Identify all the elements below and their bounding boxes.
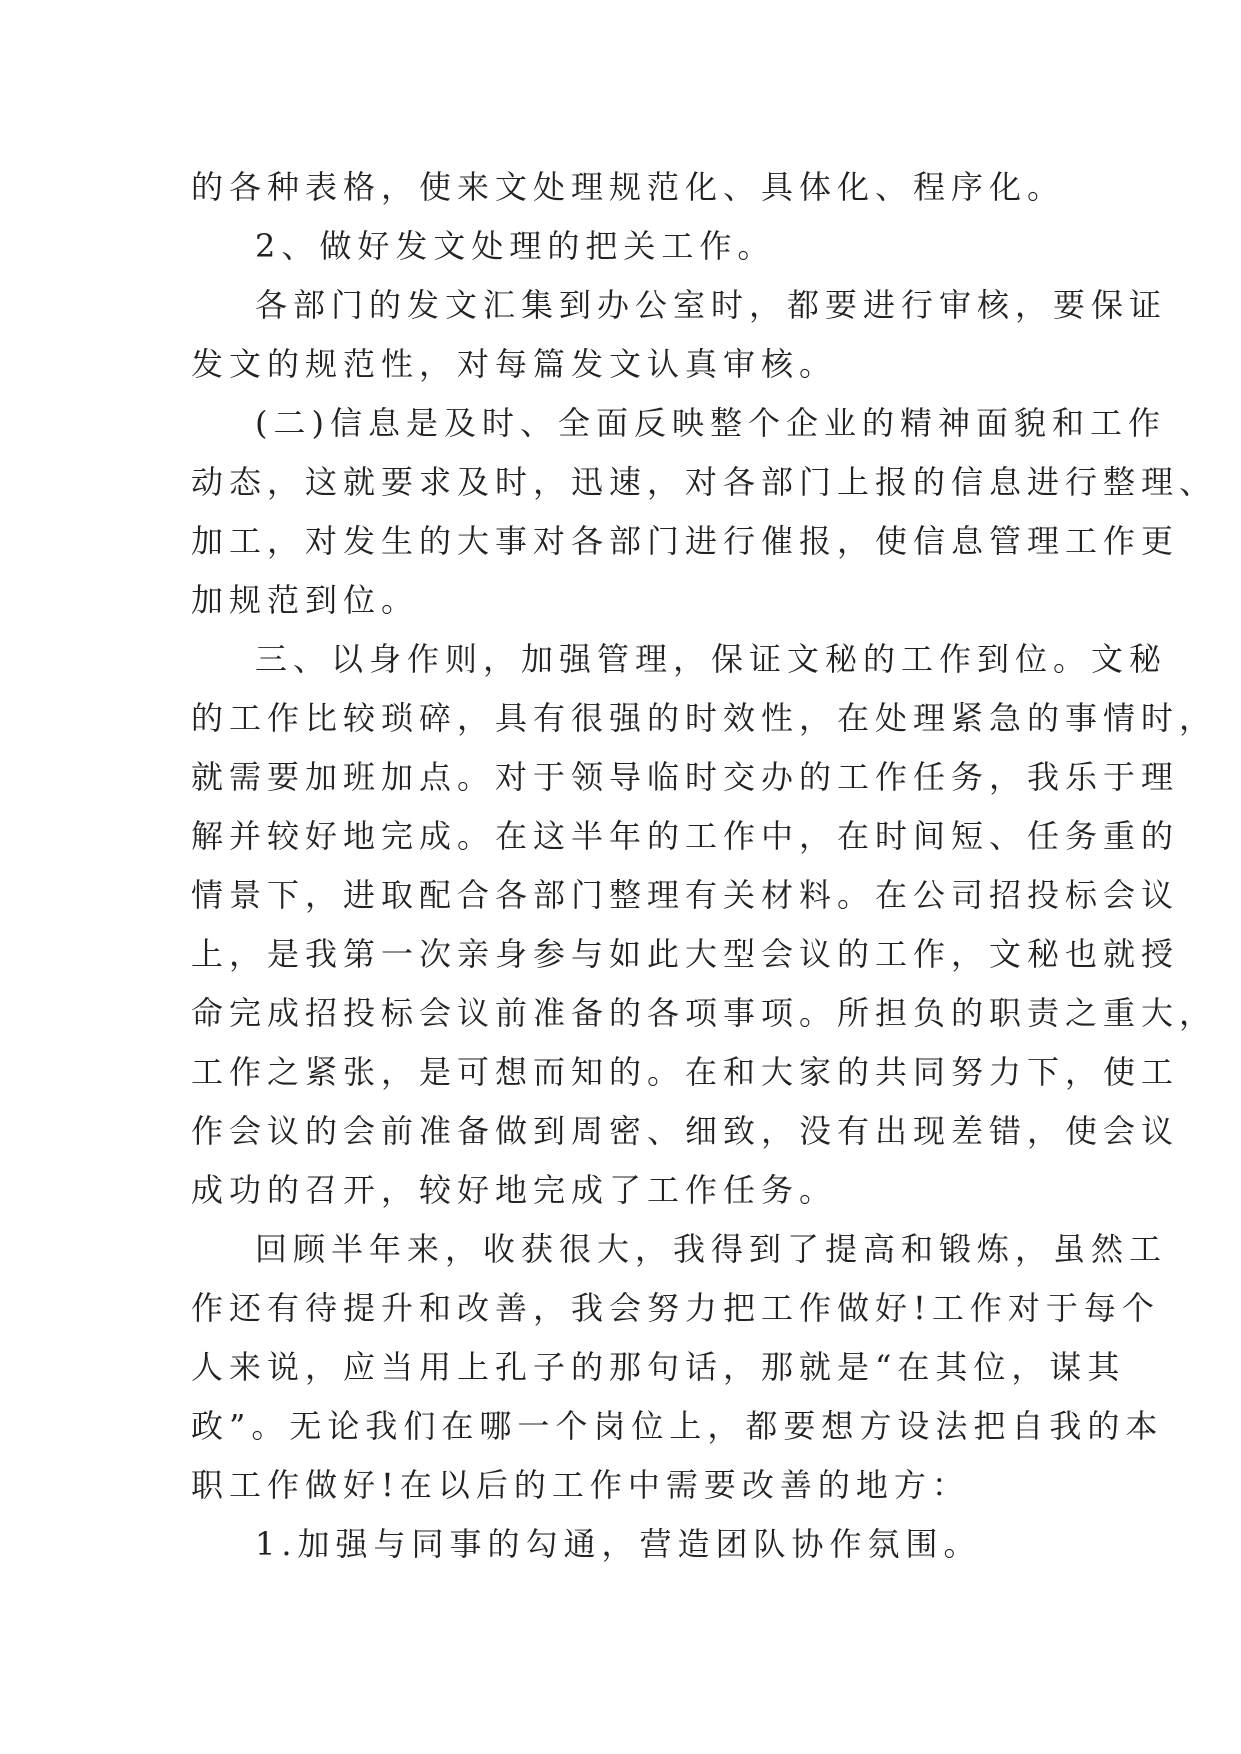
text-line: 政”。无论我们在哪一个岗位上，都要想方设法把自我的本 — [191, 1407, 1164, 1445]
text-line: 成功的召开，较好地完成了工作任务。 — [191, 1171, 838, 1209]
text-line: 回顾半年来，收获很大，我得到了提高和锻炼，虽然工 — [255, 1230, 1168, 1268]
paragraph-6 — [191, 1220, 1168, 1515]
text-line: 情景下，进取配合各部门整理有关材料。在公司招投标会议 — [191, 876, 1180, 914]
text-line: 各部门的发文汇集到办公室时，都要进行审核，要保证 — [255, 286, 1168, 324]
text-line: (二)信息是及时、全面反映整个企业的精神面貌和工作 — [255, 404, 1166, 442]
paragraph-4 — [191, 394, 1218, 630]
text-line: 命完成招投标会议前准备的各项事项。所担负的职责之重大， — [191, 994, 1218, 1032]
text-line: 2、做好发文处理的把关工作。 — [255, 227, 776, 265]
text-line: 加工，对发生的大事对各部门进行催报，使信息管理工作更 — [191, 522, 1180, 560]
text-line: 解并较好地完成。在这半年的工作中，在时间短、任务重的 — [191, 817, 1180, 855]
text-line: 的工作比较琐碎，具有很强的时效性，在处理紧急的事情时， — [191, 699, 1218, 737]
text-line: 作还有待提升和改善，我会努力把工作做好!工作对于每个 — [191, 1289, 1160, 1327]
paragraph-3 — [191, 276, 1168, 394]
paragraph-7 — [191, 1515, 1061, 1574]
text-line: 动态，这就要求及时，迅速，对各部门上报的信息进行整理、 — [191, 463, 1218, 501]
text-line: 作会议的会前准备做到周密、细致，没有出现差错，使会议 — [191, 1112, 1180, 1150]
paragraph-1 — [191, 158, 1066, 217]
document-body — [191, 158, 1218, 1574]
paragraph-2 — [191, 217, 1061, 276]
paragraph-5 — [191, 630, 1218, 1220]
text-line: 就需要加班加点。对于领导临时交办的工作任务，我乐于理 — [191, 758, 1180, 796]
text-line: 加规范到位。 — [191, 581, 420, 619]
text-line: 上，是我第一次亲身参与如此大型会议的工作，文秘也就授 — [191, 935, 1180, 973]
text-line: 发文的规范性，对每篇发文认真审核。 — [191, 345, 838, 383]
text-line: 1.加强与同事的勾通，营造团队协作氛围。 — [255, 1525, 982, 1563]
text-line: 人来说，应当用上孔子的那句话，那就是“在其位，谋其 — [191, 1348, 1126, 1386]
text-line: 职工作做好!在以后的工作中需要改善的地方： — [191, 1466, 970, 1504]
text-line: 工作之紧张，是可想而知的。在和大家的共同努力下，使工 — [191, 1053, 1180, 1091]
text-line: 的各种表格，使来文处理规范化、具体化、程序化。 — [191, 168, 1066, 206]
text-line: 三、以身作则，加强管理，保证文秘的工作到位。文秘 — [255, 640, 1168, 678]
